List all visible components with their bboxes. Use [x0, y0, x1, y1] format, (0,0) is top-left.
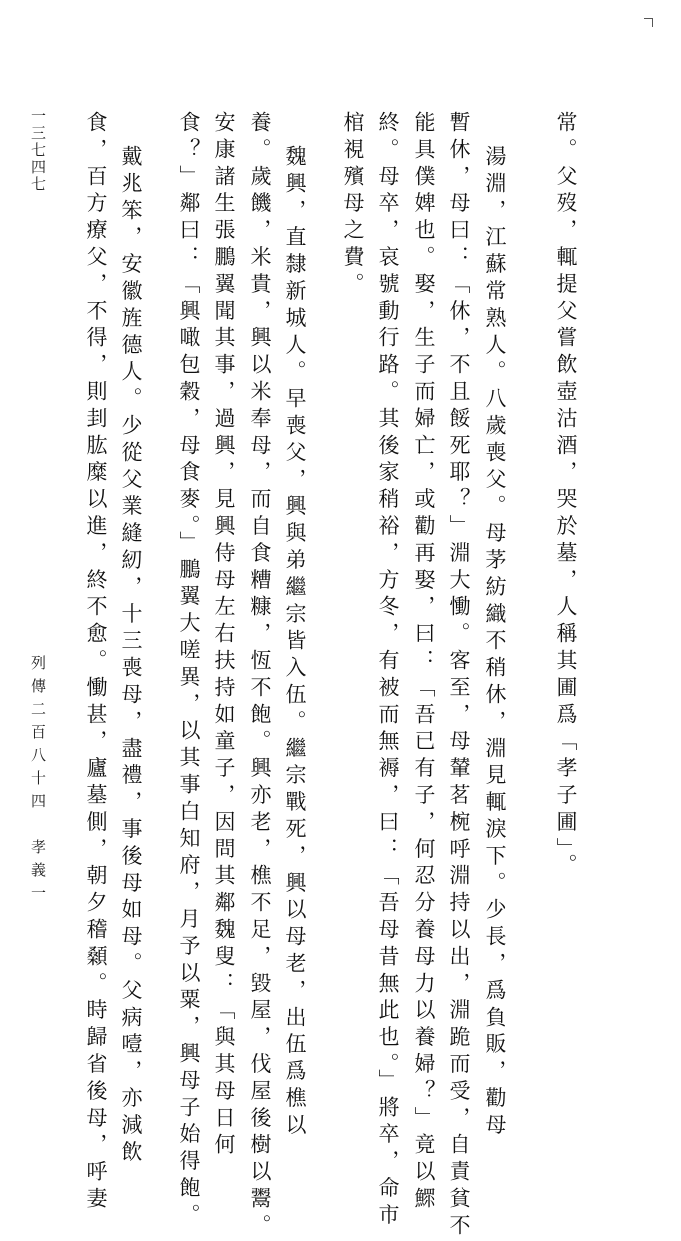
text-column-9: 安康諸生張鵬翼聞其事，過興，見興侍母左右扶持如童子，因問其鄰魏叟：「與其母日何 [212, 111, 236, 1161]
margin-section-title: 列傳二百八十四 孝義一 [29, 655, 47, 908]
text-column-2: 湯淵，江蘇常熟人。八歲喪父。母茅紡織不稍休，淵見輒淚下。少長，爲負販，勸母 [483, 145, 507, 1141]
text-column-6: 棺視殯母之費。 [341, 111, 365, 300]
text-column-8: 養。歲饑，米貴，興以米奉母，而自食糟糠，恆不飽。興亦老，樵不足，毀屋，伐屋後樹以鬻。 [248, 111, 272, 1241]
text-column-7: 魏興，直隸新城人。早喪父，興與弟繼宗皆入伍。繼宗戰死，興以母老，出伍爲樵以 [283, 145, 307, 1141]
text-column-10: 食？」鄰曰：「興噉包穀，母食麥。」鵬翼大嗟異，以其事白知府，月予以粟，興母子始得飽。 [177, 111, 201, 1231]
text-column-4: 能具僕婢也。娶，生子而婦亡，或勸再娶，曰：「吾已有子，何忍分養母力以養婦？」竟以鰥 [412, 111, 436, 1214]
text-column-3: 暫休，母曰：「休，不且餒死耶？」淵大慟。客至，母輦茗椀呼淵持以出，淵跪而受，自責貧不 [447, 111, 471, 1241]
text-column-12: 食，百方療父，不得，則刲肱糜以進，終不愈。慟甚，廬墓側，朝夕稽顙。時歸省後母，呼妻 [84, 111, 108, 1214]
corner-fold-mark [644, 18, 653, 27]
page-number: 一三七四七 [29, 108, 47, 193]
text-column-11: 戴兆笨，安徽旌德人。少從父業縫紉，十三喪母，盡禮，事後母如母。父病噎，亦減飲 [119, 145, 143, 1168]
text-column-1: 常。父歿，輒提父嘗飲壺沽酒，哭於墓，人稱其圃爲「孝子圃」。 [554, 111, 578, 881]
text-column-5: 終。母卒，哀號動行路。其後家稍裕，方冬，有被而無褥，曰：「吾母昔無此也。」將卒，命市 [376, 111, 400, 1231]
